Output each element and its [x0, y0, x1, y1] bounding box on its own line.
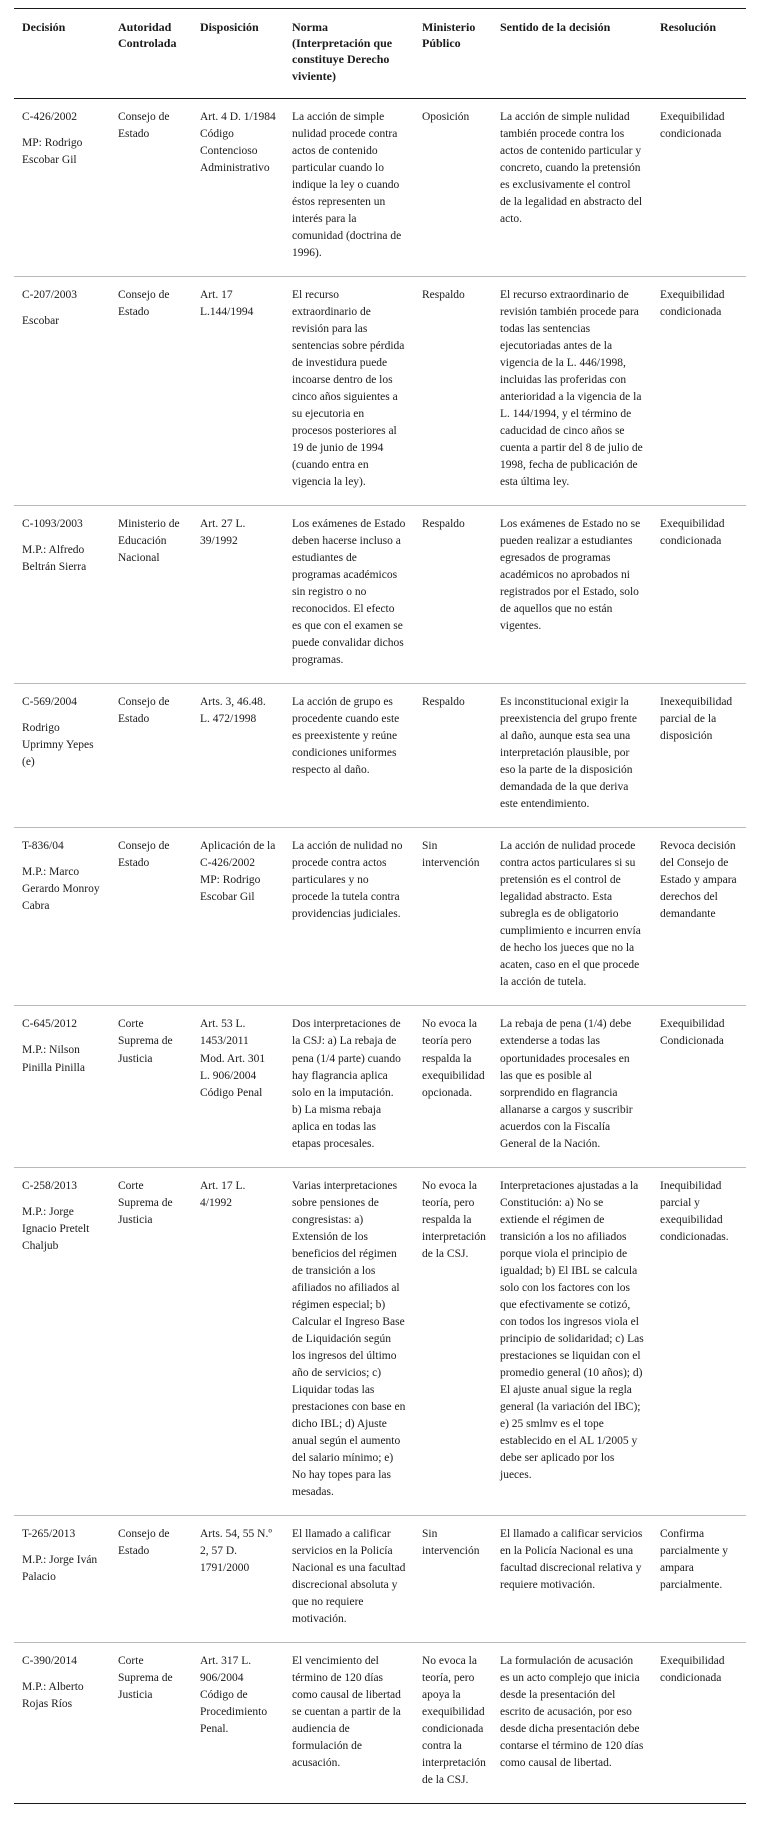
- cell-decision: [14, 1642, 110, 1803]
- cell-disposicion: [192, 1006, 284, 1167]
- cell-autoridad: [110, 1167, 192, 1515]
- cell-sentido-line: Es inconstitucional exigir la preexistencia del grupo frente al daño, aunque esta sea una interpretación plausible, por eso la parte de la disposición demandada de la que deriva este entendimiento.: [500, 696, 637, 811]
- cell-ministerio: [414, 98, 492, 276]
- cell-ministerio-line: No evoca la teoría, pero respalda la interpretación de la CSJ.: [422, 1179, 486, 1260]
- cell-disposicion: [192, 1167, 284, 1515]
- column-header-sentido: Sentido de la decisión: [492, 9, 652, 99]
- cell-disposicion-line: Art. 4 D. 1/1984 Código Contencioso Administrativo: [200, 110, 276, 174]
- cell-decision-line: MP: Rodrigo Escobar Gil: [22, 136, 83, 166]
- cell-disposicion: [192, 684, 284, 828]
- cell-decision: [14, 1515, 110, 1642]
- cell-disposicion-line: Art. 17 L. 4/1992: [200, 1179, 246, 1209]
- cell-autoridad: [110, 276, 192, 505]
- cell-resolucion: [652, 1642, 746, 1803]
- cell-disposicion-line: Art. 53 L. 1453/2011 Mod. Art. 301 L. 906/2004 Código Penal: [200, 1018, 266, 1099]
- cell-autoridad: [110, 828, 192, 1006]
- cell-sentido: [492, 828, 652, 1006]
- cell-disposicion-line: Aplicación de la C-426/2002 MP: Rodrigo Escobar Gil: [200, 840, 276, 904]
- cell-norma: [284, 1642, 414, 1803]
- table-row: [14, 1515, 746, 1642]
- cell-autoridad-line: Corte Suprema de Justicia: [118, 1018, 173, 1065]
- cell-norma-line: El llamado a calificar servicios en la Policía Nacional es una facultad discrecional absoluta y que no requiere motivación.: [292, 1527, 406, 1625]
- cell-ministerio-line: No evoca la teoría pero respalda la exequibilidad opcionada.: [422, 1018, 485, 1099]
- cell-disposicion-line: Art. 317 L. 906/2004 Código de Procedimiento Penal.: [200, 1654, 268, 1736]
- cell-autoridad-line: Consejo de Estado: [118, 696, 170, 726]
- cell-ministerio: [414, 1515, 492, 1642]
- table-header-row: [14, 9, 746, 99]
- column-header-disposicion: Disposición: [192, 9, 284, 99]
- cell-resolucion-line: Inexequibilidad parcial de la disposición: [660, 696, 733, 743]
- cell-resolucion-line: Revoca decisión del Consejo de Estado y ampara derechos del demandante: [660, 840, 737, 921]
- cell-decision-line: Rodrigo Uprimny Yepes (e): [22, 722, 94, 769]
- cell-sentido-line: El recurso extraordinario de revisión también procede para todas las sentencias ejecutoriadas antes de la vigencia de la L. 446/1998, incluidas las proferidas con anterioridad a la vigencia de la L. 144/1994, y el término de caducidad de cinco años se cuenta a partir del 8 de julio de 1998, fecha de publicación de esta última ley.: [500, 288, 643, 489]
- cell-resolucion: [652, 276, 746, 505]
- cell-ministerio-line: Respaldo: [422, 518, 465, 531]
- cell-resolucion: [652, 98, 746, 276]
- cell-norma-line: La acción de simple nulidad procede contra actos de contenido particular cuando lo indique la ley o cuando éstos representen un interés para la comunidad (doctrina de 1996).: [292, 110, 402, 259]
- cell-disposicion: [192, 828, 284, 1006]
- cell-norma: [284, 1515, 414, 1642]
- cell-decision: [14, 276, 110, 505]
- cell-ministerio: [414, 1642, 492, 1803]
- cell-disposicion-line: Arts. 54, 55 N.º 2, 57 D. 1791/2000: [200, 1527, 272, 1574]
- cell-decision-line: M.P.: Nilson Pinilla Pinilla: [22, 1044, 85, 1074]
- cell-decision-line: M.P.: Jorge Ignacio Pretelt Chaljub: [22, 1205, 90, 1252]
- table-header: [14, 9, 746, 99]
- column-header-resolucion: Resolución: [652, 9, 746, 99]
- table-row: [14, 1642, 746, 1803]
- cell-decision-line: Escobar: [22, 314, 60, 327]
- cell-norma: [284, 1006, 414, 1167]
- cell-sentido-line: Interpretaciones ajustadas a la Constitución: a) No se extiende el régimen de transición a los no afiliados porque viola el principio de igualdad; b) El IBL se calcula solo con los factores con los que efectivamente se cotizó, con todos los ingresos viola el principio de solidaridad; c) Las prestaciones se liquidan con el promedio general (10 años); d) El ajuste anual sigue la regla general (la variación del IBC); e) 25 smlmv es el tope establecido en el AL 1/2005 y debe ser aplicado por los jueces.: [500, 1179, 644, 1481]
- cell-resolucion: [652, 1006, 746, 1167]
- cell-norma-line: La acción de grupo es procedente cuando este es preexistente y reúne condiciones uniformes respecto al daño.: [292, 696, 400, 777]
- cell-norma: [284, 1167, 414, 1515]
- cell-autoridad-line: Corte Suprema de Justicia: [118, 1654, 173, 1702]
- cell-norma: [284, 684, 414, 828]
- cell-sentido: [492, 1167, 652, 1515]
- cell-disposicion-line: Art. 27 L. 39/1992: [200, 518, 246, 548]
- cell-sentido-line: La acción de simple nulidad también procede contra los actos de contenido particular y concreto, cuando la pretensión es exclusivamente el control de la legalidad en abstracto del acto.: [500, 110, 643, 225]
- cell-disposicion: [192, 276, 284, 505]
- cell-resolucion-line: Exequibilidad condicionada: [660, 518, 725, 548]
- cell-sentido: [492, 1006, 652, 1167]
- column-header-decision: Decisión: [14, 9, 110, 99]
- cell-disposicion-line: Art. 17 L.144/1994: [200, 288, 254, 318]
- jurisprudence-table: [14, 8, 746, 1804]
- cell-autoridad-line: Corte Suprema de Justicia: [118, 1179, 173, 1226]
- column-header-autoridad: Autoridad Controlada: [110, 9, 192, 99]
- cell-decision: [14, 98, 110, 276]
- cell-ministerio: [414, 1006, 492, 1167]
- cell-resolucion-line: Exequibilidad condicionada: [660, 288, 725, 318]
- cell-ministerio: [414, 506, 492, 684]
- cell-decision-line: M.P.: Alfredo Beltrán Sierra: [22, 544, 87, 574]
- cell-sentido: [492, 1515, 652, 1642]
- cell-ministerio: [414, 1167, 492, 1515]
- cell-resolucion-line: Exequibilidad condicionada: [660, 1654, 725, 1684]
- table-row: [14, 98, 746, 276]
- cell-autoridad: [110, 1515, 192, 1642]
- cell-norma: [284, 276, 414, 505]
- cell-ministerio: [414, 684, 492, 828]
- table-body: [14, 98, 746, 1803]
- cell-norma-line: El recurso extraordinario de revisión para las sentencias sobre pérdida de investidura puede incoarse dentro de los cinco años siguientes a su ejecutoria en procesos posteriores al 19 de junio de 1994 (cuando entra en vigencia la ley).: [292, 288, 405, 489]
- cell-ministerio-line: Sin intervención: [422, 1527, 480, 1557]
- cell-autoridad-line: Ministerio de Educación Nacional: [118, 518, 180, 565]
- cell-sentido: [492, 684, 652, 828]
- cell-norma: [284, 98, 414, 276]
- cell-decision-line: C-426/2002: [22, 110, 77, 123]
- cell-ministerio-line: Respaldo: [422, 288, 465, 301]
- cell-decision-line: C-569/2004: [22, 696, 77, 709]
- cell-disposicion: [192, 1515, 284, 1642]
- cell-norma: [284, 828, 414, 1006]
- cell-norma-line: La acción de nulidad no procede contra actos particulares y no procede la tutela contra providencias judiciales.: [292, 840, 403, 921]
- table-row: [14, 1167, 746, 1515]
- cell-autoridad: [110, 1642, 192, 1803]
- table-row: [14, 506, 746, 684]
- cell-disposicion: [192, 1642, 284, 1803]
- cell-disposicion: [192, 98, 284, 276]
- cell-resolucion: [652, 1515, 746, 1642]
- cell-norma-line: Los exámenes de Estado deben hacerse incluso a estudiantes de programas académicos sin registro o no reconocidos. El efecto es que con el examen se puede convalidar dichos programas.: [292, 518, 406, 667]
- table-row: [14, 828, 746, 1006]
- cell-decision-line: C-1093/2003: [22, 518, 83, 531]
- cell-decision-line: M.P.: Marco Gerardo Monroy Cabra: [22, 866, 100, 913]
- cell-decision: [14, 1167, 110, 1515]
- cell-ministerio-line: Oposición: [422, 110, 470, 123]
- cell-sentido-line: Los exámenes de Estado no se pueden realizar a estudiantes egresados de programas académicos no aprobados ni registrados por el Estado, solo de aquellos que no están vigentes.: [500, 518, 641, 633]
- cell-autoridad: [110, 684, 192, 828]
- cell-autoridad-line: Consejo de Estado: [118, 288, 170, 318]
- cell-norma-line: Varias interpretaciones sobre pensiones de congresistas: a) Extensión de los beneficios del régimen de transición a los afiliados no afiliados al régimen especial; b) Calcular el Ingreso Base de Liquidación según los ingresos del último año de servicios; c) Liquidar todas las prestaciones con base en dicho IBL; d) Ajuste anual según el aumento del salario mínimo; e) No hay topes para las mesadas.: [292, 1179, 406, 1498]
- cell-sentido-line: La rebaja de pena (1/4) debe extenderse a todas las oportunidades procesales en las que es posible al sorprendido en flagrancia allanarse a cargos y suscribir acuerdos con la Fiscalía General de la Nación.: [500, 1018, 633, 1150]
- cell-sentido: [492, 276, 652, 505]
- cell-decision: [14, 828, 110, 1006]
- cell-autoridad: [110, 506, 192, 684]
- cell-autoridad: [110, 98, 192, 276]
- cell-resolucion: [652, 828, 746, 1006]
- cell-decision: [14, 684, 110, 828]
- column-header-ministerio: Ministerio Público: [414, 9, 492, 99]
- cell-resolucion-line: Exequibilidad condicionada: [660, 110, 725, 140]
- cell-disposicion: [192, 506, 284, 684]
- cell-autoridad: [110, 1006, 192, 1167]
- cell-ministerio-line: No evoca la teoría, pero apoya la exequibilidad condicionada contra la interpretación de la CSJ.: [422, 1654, 486, 1787]
- cell-decision-line: M.P.: Jorge Iván Palacio: [22, 1553, 98, 1583]
- cell-autoridad-line: Consejo de Estado: [118, 1527, 170, 1557]
- cell-decision-line: C-258/2013: [22, 1179, 77, 1192]
- table-row: [14, 684, 746, 828]
- cell-decision-line: T-836/04: [22, 840, 64, 853]
- cell-resolucion-line: Inequibilidad parcial y exequibilidad condicionadas.: [660, 1179, 729, 1243]
- cell-sentido: [492, 98, 652, 276]
- cell-ministerio: [414, 828, 492, 1006]
- cell-resolucion: [652, 684, 746, 828]
- cell-sentido: [492, 1642, 652, 1803]
- cell-ministerio-line: Sin intervención: [422, 840, 480, 870]
- table-row: [14, 1006, 746, 1167]
- cell-resolucion-line: Confirma parcialmente y ampara parcialmente.: [660, 1527, 729, 1591]
- cell-sentido-line: La acción de nulidad procede contra actos particulares si su pretensión es el control de legalidad abstracto. Esta subregla es de obligatorio cumplimiento e incurren envía de hecho los jueces que no la acaten, caso en el que procede la acción de tutela.: [500, 840, 641, 989]
- cell-autoridad-line: Consejo de Estado: [118, 110, 170, 140]
- cell-sentido: [492, 506, 652, 684]
- cell-ministerio-line: Respaldo: [422, 696, 465, 709]
- cell-norma-line: El vencimiento del término de 120 días como causal de libertad se cuentan a partir de la audiencia de formulación de acusación.: [292, 1654, 401, 1770]
- cell-decision: [14, 506, 110, 684]
- cell-ministerio: [414, 276, 492, 505]
- cell-decision-line: C-207/2003: [22, 288, 77, 301]
- cell-resolucion: [652, 1167, 746, 1515]
- cell-decision-line: T-265/2013: [22, 1527, 76, 1540]
- cell-resolucion-line: Exequibilidad Condicionada: [660, 1018, 725, 1048]
- cell-norma-line: Dos interpretaciones de la CSJ: a) La rebaja de pena (1/4 parte) cuando hay flagrancia aplica solo en la imputación. b) La misma rebaja aplica en todas las etapas procesales.: [292, 1018, 401, 1150]
- table-row: [14, 276, 746, 505]
- cell-decision: [14, 1006, 110, 1167]
- cell-decision-line: C-645/2012: [22, 1018, 77, 1031]
- cell-autoridad-line: Consejo de Estado: [118, 840, 170, 870]
- cell-sentido-line: La formulación de acusación es un acto complejo que inicia desde la presentación del escrito de acusación, por eso desde dicha presentación debe contarse el término de 120 días como causal de libertad.: [500, 1654, 644, 1770]
- cell-disposicion-line: Arts. 3, 46.48. L. 472/1998: [200, 696, 266, 726]
- column-header-norma: Norma (Interpretación que constituye Derecho viviente): [284, 9, 414, 99]
- cell-sentido-line: El llamado a calificar servicios en la Policía Nacional es una facultad discrecional relativa y requiere motivación.: [500, 1527, 643, 1591]
- cell-norma: [284, 506, 414, 684]
- cell-decision-line: M.P.: Alberto Rojas Ríos: [22, 1681, 84, 1711]
- cell-decision-line: C-390/2014: [22, 1654, 77, 1667]
- cell-resolucion: [652, 506, 746, 684]
